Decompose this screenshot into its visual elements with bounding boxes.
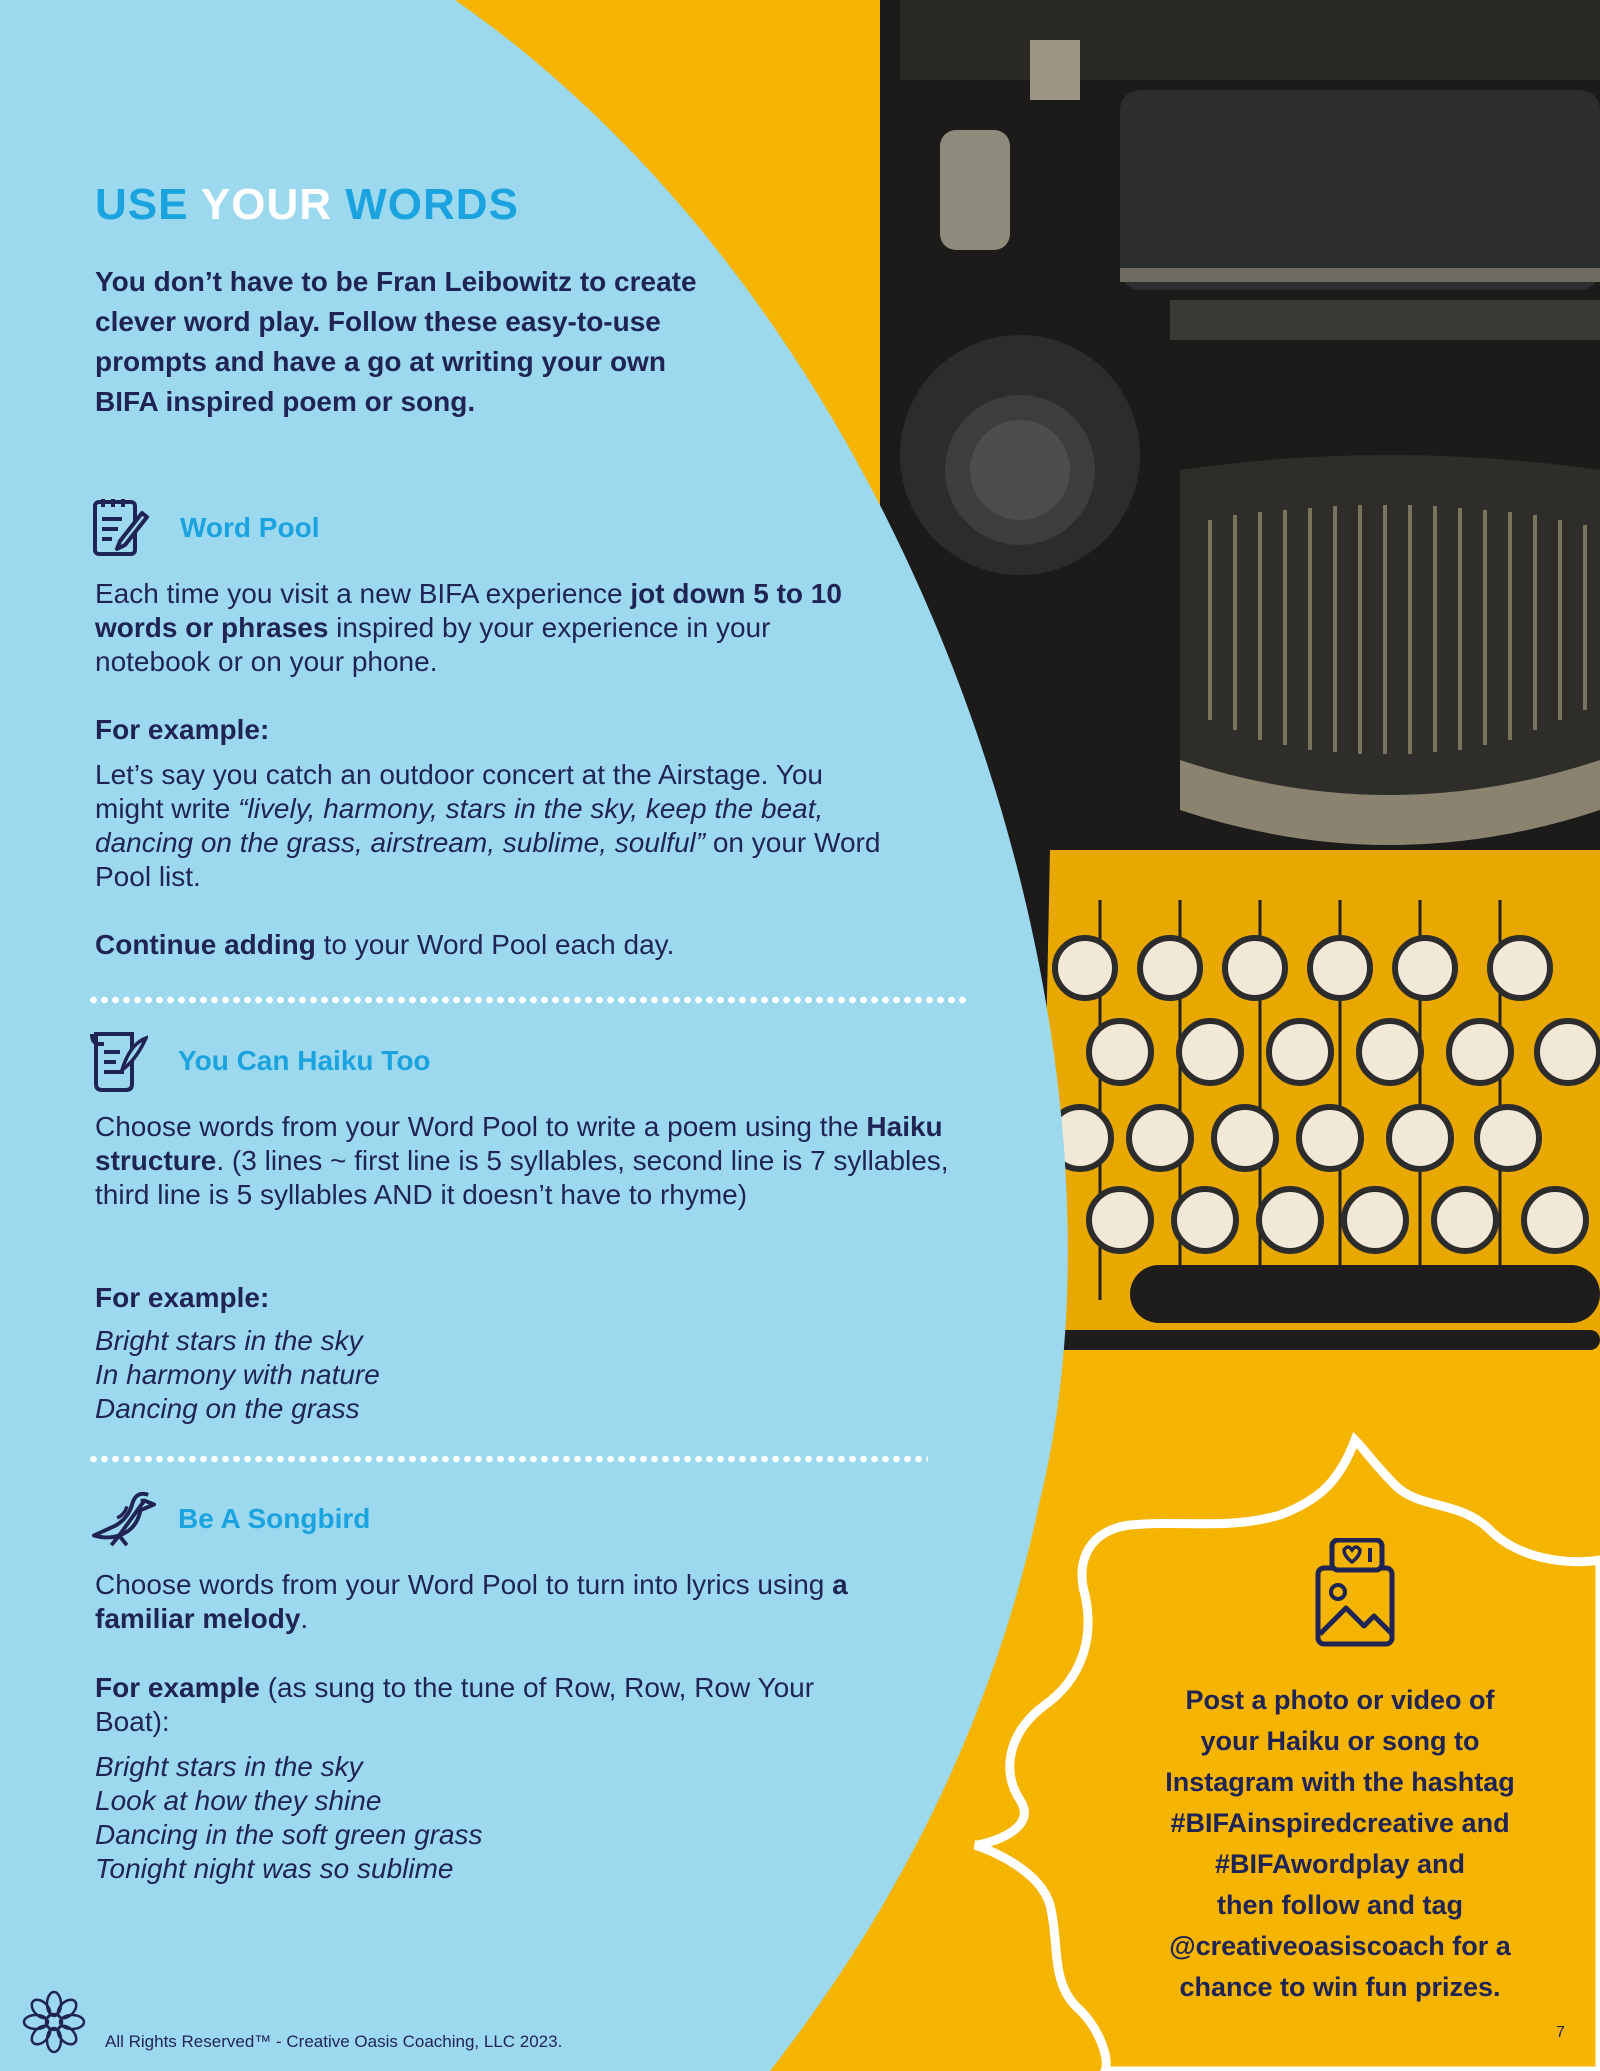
- instagram-handle: @creativeoasiscoach for a: [1169, 1931, 1511, 1961]
- footer-copyright: All Rights Reserved™ - Creative Oasis Coaching, LLC 2023.: [105, 2032, 563, 2051]
- lyric-line: Tonight night was so sublime: [95, 1853, 454, 1884]
- page-title: [95, 180, 519, 230]
- intro-paragraph: You don’t have to be Fran Leibowitz to create clever word play. Follow these easy-to-use prompts and have a go at writing your own BIFA inspired poem or song.: [95, 266, 697, 417]
- dotted-divider: [88, 996, 968, 1004]
- word-pool-paragraph: Each time you visit a new BIFA experience jot down 5 to 10 words or phrases inspired by your experience in your notebook or on your phone.: [95, 578, 842, 677]
- callout-text: Post a photo or video of your Haiku or song to Instagram with the hashtag #BIFAinspiredcreative and #BIFAwordplay and then follow and tag @creativeoasiscoach for a chance to win fun prizes.: [1120, 1680, 1560, 2008]
- songbird-title: Be A Songbird: [178, 1503, 371, 1534]
- word-pool-title: Word Pool: [180, 512, 320, 543]
- songbird-example-intro: For example (as sung to the tune of Row, Row, Row Your Boat):: [95, 1672, 815, 1737]
- haiku-poem: [95, 1324, 380, 1426]
- haiku-heading: [90, 1030, 431, 1092]
- lyric-line: Dancing in the soft green grass: [95, 1819, 483, 1850]
- word-pool-continue: Continue adding to your Word Pool each day.: [95, 929, 675, 960]
- lyric-line: Bright stars in the sky: [95, 1751, 363, 1782]
- hashtag-bifainspiredcreative: #BIFAinspiredcreative and: [1170, 1808, 1510, 1838]
- haiku-paragraph: Choose words from your Word Pool to write a poem using the Haiku structure. (3 lines ~ first line is 5 syllables, second line is 7 syllables, third line is 5 syllables AND it doesn’t have to rhyme): [95, 1111, 949, 1210]
- haiku-title: You Can Haiku Too: [178, 1045, 431, 1076]
- title-word-2: YOUR: [200, 180, 333, 229]
- title-word-1: USE: [95, 180, 189, 229]
- photo-heart-icon: [1310, 1538, 1400, 1650]
- word-pool-heading: [92, 497, 319, 559]
- songbird-heading: [90, 1488, 370, 1550]
- word-pool-example: Let’s say you catch an outdoor concert at the Airstage. You might write “lively, harmony, stars in the sky, keep the beat, dancing on the grass, airstream, sublime, soulful” on your Word Pool list.: [95, 759, 881, 892]
- songbird-lyrics: [95, 1750, 483, 1886]
- poem-line: In harmony with nature: [95, 1359, 380, 1390]
- word-pool-example-label: For example:: [95, 714, 270, 745]
- poem-line: Bright stars in the sky: [95, 1325, 363, 1356]
- hashtag-bifawordplay: #BIFAwordplay and: [1214, 1849, 1466, 1879]
- page-number: 7: [1556, 2024, 1565, 2041]
- songbird-paragraph: Choose words from your Word Pool to turn into lyrics using a familiar melody.: [95, 1569, 848, 1634]
- haiku-example-label: For example:: [95, 1282, 270, 1313]
- notepad-pencil-icon: [92, 497, 150, 559]
- mandala-logo-icon: [22, 1990, 86, 2054]
- lyric-line: Look at how they shine: [95, 1785, 382, 1816]
- poem-line: Dancing on the grass: [95, 1393, 360, 1424]
- dotted-divider: [88, 1455, 928, 1463]
- bird-icon: [90, 1488, 156, 1550]
- title-word-3: WORDS: [345, 180, 519, 229]
- scroll-quill-icon: [90, 1030, 148, 1092]
